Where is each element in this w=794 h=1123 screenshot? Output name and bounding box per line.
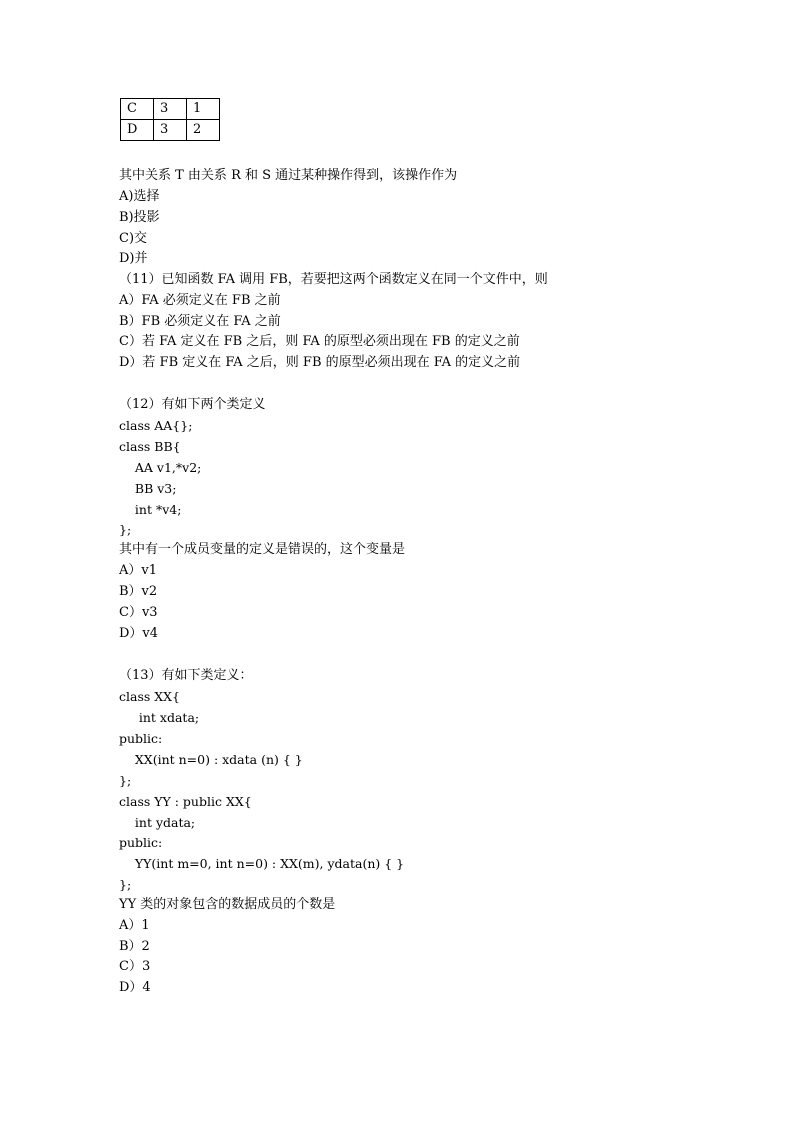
q11-option-a: A）FA 必须定义在 FB 之前 — [119, 293, 281, 308]
q12-code-line: class AA{}; — [119, 418, 193, 433]
q11-option-b: B）FB 必须定义在 FA 之前 — [119, 314, 281, 329]
q10-option-a: A)选择 — [119, 189, 160, 204]
table-cell: 3 — [154, 99, 187, 120]
q13-code-line: }; — [119, 773, 132, 788]
q12-option-d: D）v4 — [119, 626, 159, 641]
q12-code-line: AA v1,*v2; — [119, 460, 202, 475]
q12-code-line: }; — [119, 522, 132, 537]
q13-code-line: }; — [119, 877, 132, 892]
q12-stem: （12）有如下两个类定义 — [119, 397, 266, 412]
q11-stem: （11）已知函数 FA 调用 FB，若要把这两个函数定义在同一个文件中，则 — [119, 272, 548, 287]
q13-code-line: int xdata; — [119, 710, 200, 725]
q13-code-line: public: — [119, 731, 163, 746]
q13-option-c: C）3 — [119, 959, 151, 974]
q13-question: YY 类的对象包含的数据成员的个数是 — [119, 897, 336, 912]
q10-option-d: D)并 — [119, 251, 148, 266]
q10-option-c: C)交 — [119, 231, 148, 246]
q13-stem: （13）有如下类定义： — [119, 668, 253, 683]
q10-option-b: B)投影 — [119, 210, 160, 225]
table-cell: 1 — [187, 99, 220, 120]
table-row — [121, 120, 220, 141]
q13-code-line: public: — [119, 835, 163, 850]
table-cell: C — [121, 99, 154, 120]
q13-option-b: B）2 — [119, 939, 150, 954]
table-cell: D — [121, 120, 154, 141]
table-cell: 3 — [154, 120, 187, 141]
q13-code-line: class YY : public XX{ — [119, 794, 252, 809]
q13-code-line: int ydata; — [119, 815, 196, 830]
q13-code-line: YY(int m=0, int n=0) : XX(m), ydata(n) { } — [119, 856, 405, 871]
q13-code-line: class XX{ — [119, 689, 181, 704]
q12-option-b: B）v2 — [119, 584, 158, 599]
q12-option-c: C）v3 — [119, 605, 158, 620]
q12-question: 其中有一个成员变量的定义是错误的，这个变量是 — [119, 542, 406, 557]
q10-stem: 其中关系 T 由关系 R 和 S 通过某种操作得到，该操作作为 — [119, 168, 458, 183]
q12-option-a: A）v1 — [119, 563, 158, 578]
q12-code-line: class BB{ — [119, 439, 181, 454]
q12-code-line: int *v4; — [119, 502, 182, 517]
relation-table — [120, 98, 220, 141]
q13-option-a: A）1 — [119, 918, 150, 933]
q13-code-line: XX(int n=0) : xdata (n) { } — [119, 752, 303, 767]
q11-option-d: D）若 FB 定义在 FA 之后，则 FB 的原型必须出现在 FA 的定义之前 — [119, 355, 521, 370]
q13-option-d: D）4 — [119, 980, 151, 995]
table-cell: 2 — [187, 120, 220, 141]
q11-option-c: C）若 FA 定义在 FB 之后，则 FA 的原型必须出现在 FB 的定义之前 — [119, 334, 520, 349]
table-row — [121, 99, 220, 120]
q12-code-line: BB v3; — [119, 481, 177, 496]
